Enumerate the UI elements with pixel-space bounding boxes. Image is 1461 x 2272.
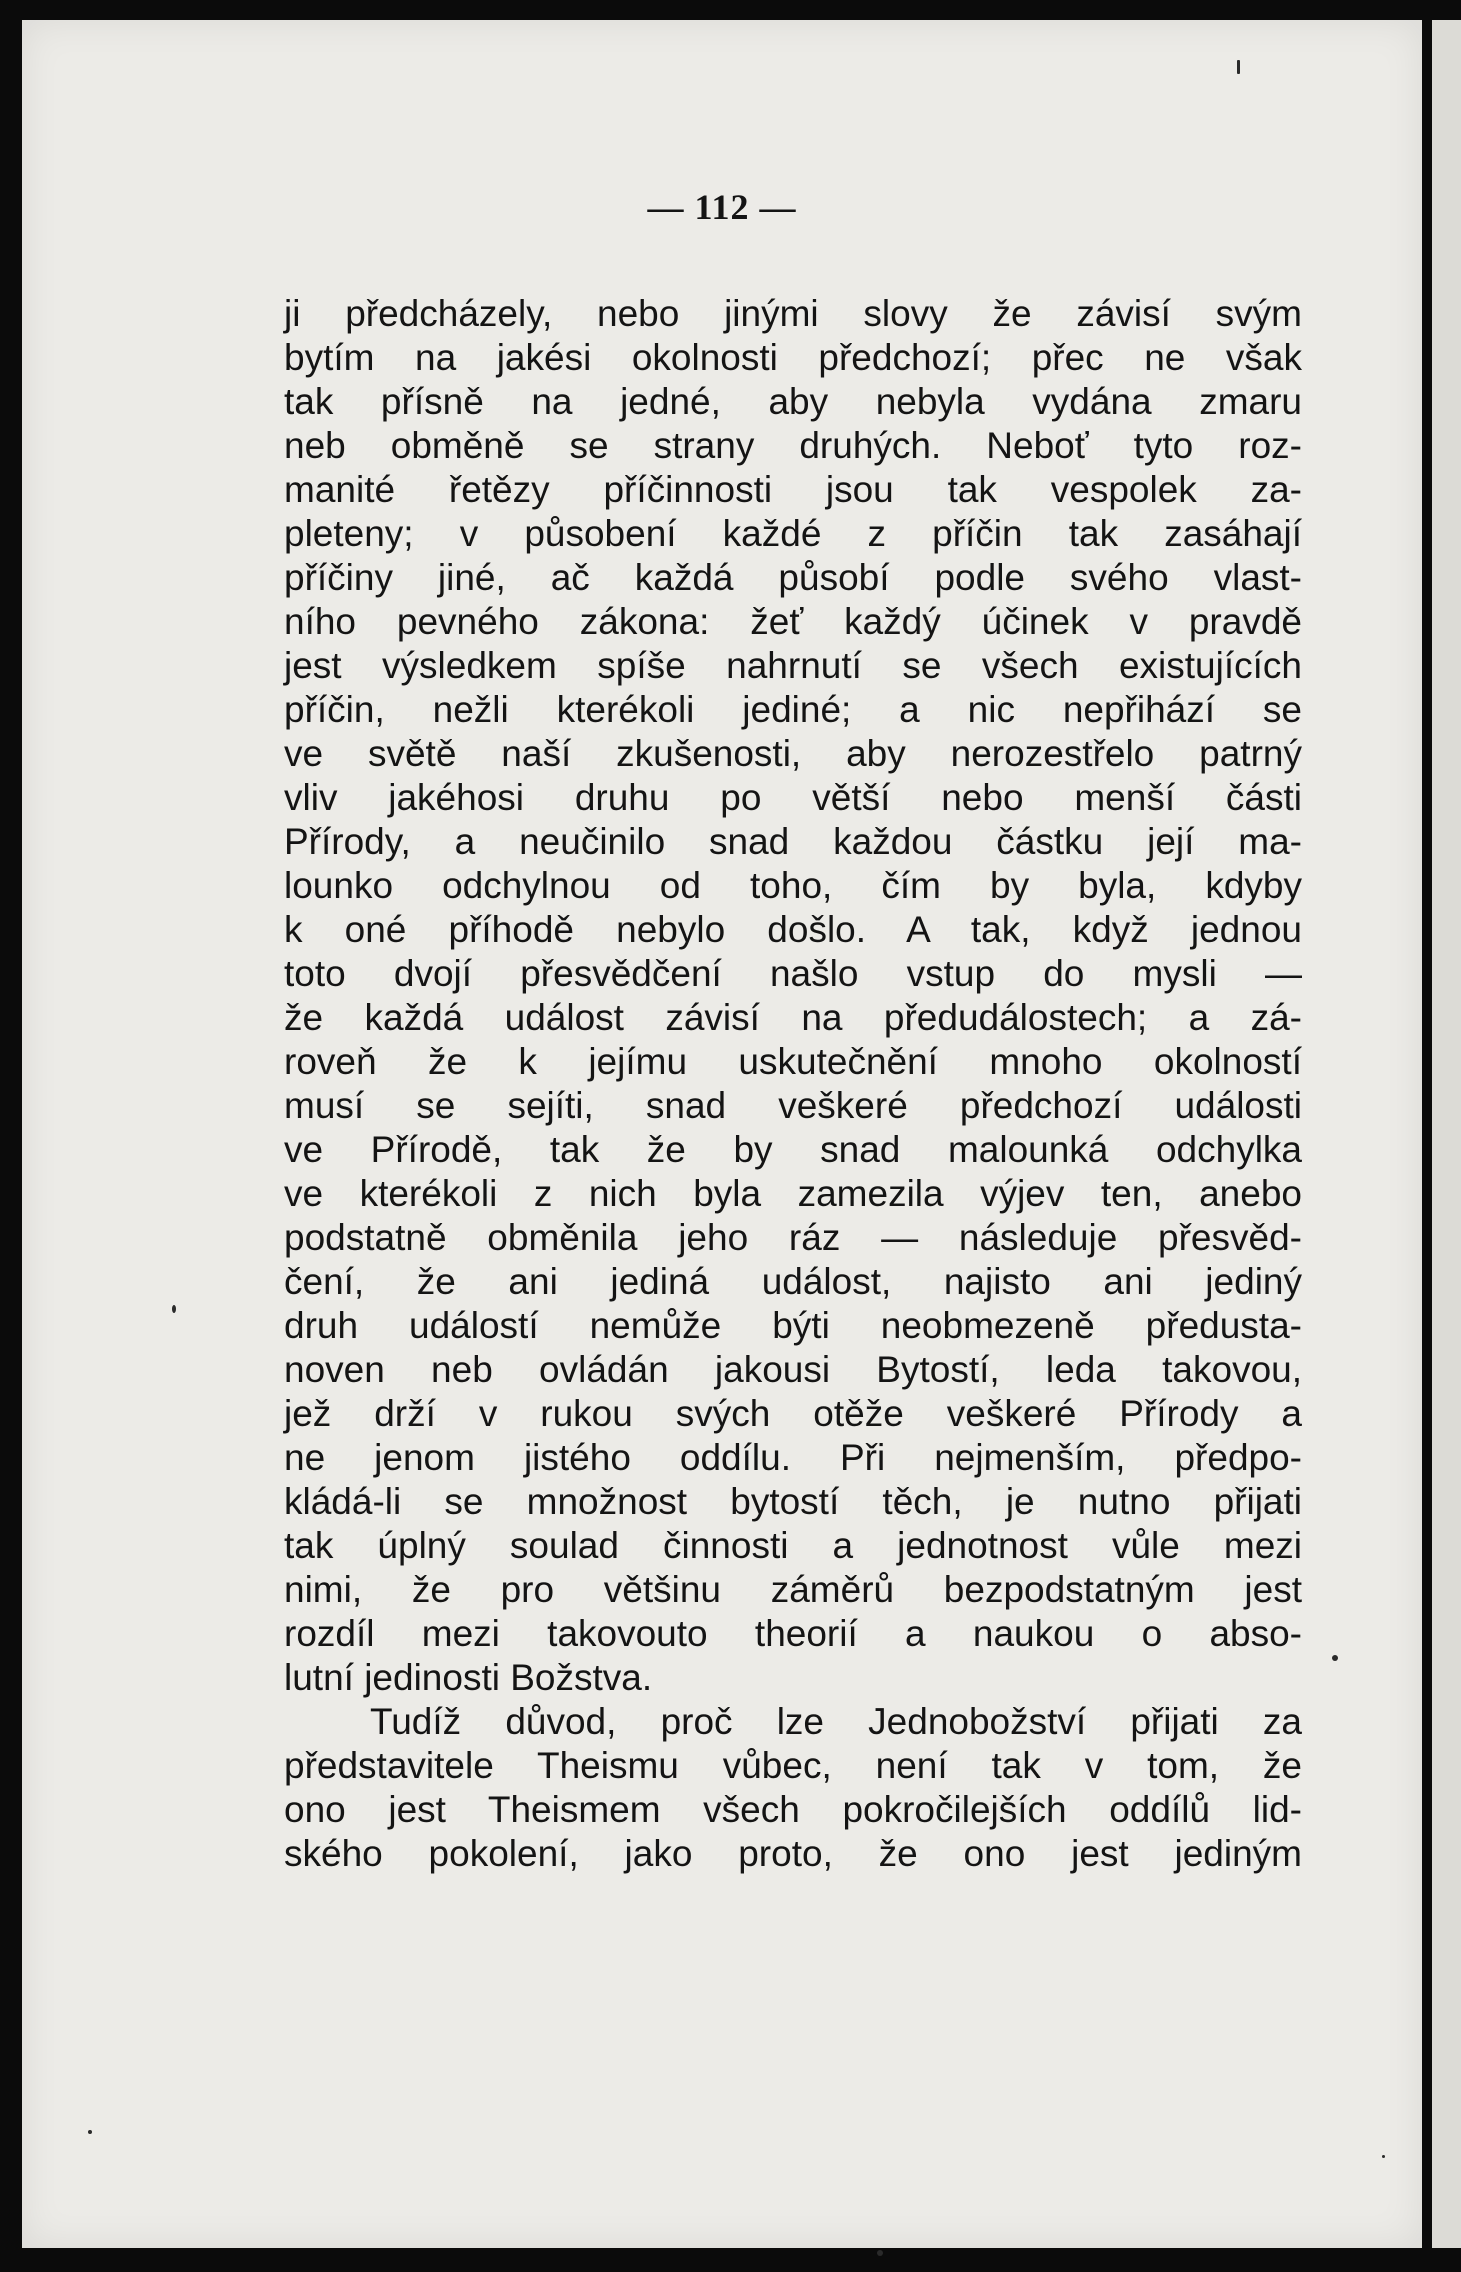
text-line: čení, že ani jediná událost, najisto ani jediný [284, 1261, 1302, 1302]
book-page [22, 20, 1422, 2248]
text-line: jež drží v rukou svých otěže veškeré Přírody a [284, 1393, 1302, 1434]
scan-speck [1332, 1655, 1338, 1661]
text-line: příčin, nežli kterékoli jediné; a nic nepřihází se [284, 689, 1302, 730]
text-line: tak přísně na jedné, aby nebyla vydána zmaru [284, 381, 1302, 422]
text-line: podstatně obměnila jeho ráz — následuje přesvěd- [284, 1217, 1302, 1258]
text-line: noven neb ovládán jakousi Bytostí, leda takovou, [284, 1349, 1302, 1390]
scan-speck [88, 2130, 92, 2134]
page-number: — 112 — [647, 187, 797, 227]
scan-speck [1382, 2155, 1385, 2158]
text-line: vliv jakéhosi druhu po větší nebo menší části [284, 777, 1302, 818]
text-line: ve Přírodě, tak že by snad malounká odchylka [284, 1129, 1302, 1170]
text-line: lutní jedinosti Božstva. [284, 1657, 653, 1698]
text-line: k oné příhodě nebylo došlo. A tak, když jednou [284, 909, 1302, 950]
text-line: nimi, že pro většinu záměrů bezpodstatným jest [284, 1569, 1302, 1610]
text-line: bytím na jakési okolnosti předchozí; přec ne však [284, 337, 1302, 378]
text-line: příčiny jiné, ač každá působí podle svého vlast- [284, 557, 1302, 598]
page-gutter [1422, 0, 1432, 2272]
text-line: Přírody, a neučinilo snad každou částku její ma- [284, 821, 1302, 862]
text-line: manité řetězy příčinnosti jsou tak vespolek za- [284, 469, 1302, 510]
text-line: druh událostí nemůže býti neobmezeně předusta- [284, 1305, 1302, 1346]
text-line: neb obměně se strany druhých. Neboť tyto roz- [284, 425, 1302, 466]
text-line: představitele Theismu vůbec, není tak v tom, že [284, 1745, 1302, 1786]
scan-speck [877, 2250, 883, 2256]
text-line: jest výsledkem spíše nahrnutí se všech existujících [284, 645, 1302, 686]
body-text [284, 292, 1302, 1876]
text-line: ji předcházely, nebo jinými slovy že závisí svým [284, 293, 1302, 334]
text-line: Tudíž důvod, proč lze Jednobožství přijati za [370, 1701, 1302, 1742]
text-line: že každá událost závisí na předudálostech; a zá- [284, 997, 1302, 1038]
text-line: ského pokolení, jako proto, že ono jest jediným [284, 1833, 1302, 1874]
text-line: ního pevného zákona: žeť každý účinek v pravdě [284, 601, 1302, 642]
text-line: roveň že k jejímu uskutečnění mnoho okolností [284, 1041, 1302, 1082]
text-line: ono jest Theismem všech pokročilejších oddílů lid- [284, 1789, 1302, 1830]
text-line: kládá-li se množnost bytostí těch, je nutno přijati [284, 1481, 1302, 1522]
adjacent-page-edge [1432, 20, 1461, 2248]
text-line: ve kterékoli z nich byla zamezila výjev ten, anebo [284, 1173, 1302, 1214]
text-line: lounko odchylnou od toho, čím by byla, kdyby [284, 865, 1302, 906]
text-line: musí se sejíti, snad veškeré předchozí události [284, 1085, 1302, 1126]
text-line: tak úplný soulad činnosti a jednotnost vůle mezi [284, 1525, 1302, 1566]
text-line: ne jenom jistého oddílu. Při nejmenším, předpo- [284, 1437, 1302, 1478]
text-line: toto dvojí přesvědčení našlo vstup do mysli — [284, 953, 1302, 994]
text-line: rozdíl mezi takovouto theorií a naukou o abso- [284, 1613, 1302, 1654]
scan-speck [1237, 60, 1240, 74]
scan-speck [172, 1305, 176, 1313]
text-line: pleteny; v působení každé z příčin tak zasáhají [284, 513, 1302, 554]
text-line: ve světě naší zkušenosti, aby nerozestřelo patrný [284, 733, 1302, 774]
